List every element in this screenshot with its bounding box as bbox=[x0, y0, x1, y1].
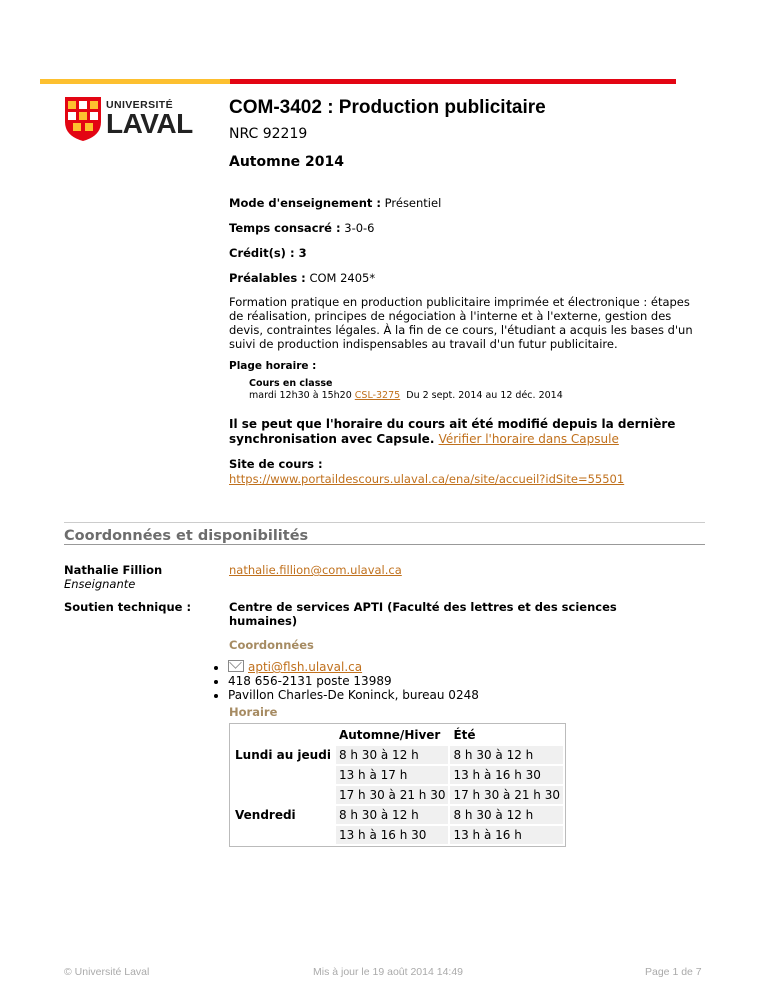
teacher-email-row bbox=[229, 563, 402, 577]
section-underline bbox=[64, 544, 705, 545]
table-row bbox=[232, 806, 563, 824]
logo-universite: UNIVERSITÉ bbox=[106, 99, 174, 111]
support-label: Soutien technique : bbox=[64, 600, 192, 614]
schedule-time: mardi 12h30 à 15h20 bbox=[249, 390, 352, 401]
contact-address-item: • Pavillon Charles-De Koninck, bureau 0248 bbox=[228, 688, 479, 702]
course-site-link[interactable]: https://www.portaildescours.ulaval.ca/ena/site/accueil?idSite=55501 bbox=[229, 472, 625, 486]
mode-value: Présentiel bbox=[384, 196, 442, 210]
site-url-row bbox=[229, 472, 699, 486]
table-cell: 8 h 30 à 12 h bbox=[336, 806, 449, 824]
table-day-cell bbox=[232, 826, 334, 844]
accent-bar-red bbox=[230, 79, 676, 84]
table-row bbox=[232, 766, 563, 784]
support-name: Centre de services APTI (Faculté des lettres et des sciences humaines) bbox=[229, 600, 617, 628]
table-day-cell: Lundi au jeudi bbox=[235, 748, 331, 762]
table-cell: 13 h à 16 h bbox=[450, 826, 563, 844]
contact-list bbox=[214, 660, 479, 702]
schedule-type: Cours en classe bbox=[249, 378, 333, 389]
schedule-dates: Du 2 sept. 2014 au 12 déc. 2014 bbox=[406, 390, 563, 401]
universite-laval-logo bbox=[64, 96, 193, 144]
table-header-cell: Été bbox=[453, 728, 476, 742]
table-cell: 13 h à 17 h bbox=[336, 766, 449, 784]
room-link[interactable]: CSL-3275 bbox=[354, 390, 401, 401]
table-cell: 13 h à 16 h 30 bbox=[336, 826, 449, 844]
envelope-icon bbox=[228, 660, 244, 672]
schedule-warning bbox=[229, 417, 699, 447]
table-header-cell bbox=[232, 726, 334, 744]
mode-label: Mode d'enseignement : bbox=[229, 196, 381, 210]
course-description: Formation pratique en production publicitaire imprimée et électronique : étapes de réalisation, principes de négociation à l'interne et à l'externe, gestion des devis, contraintes légales. À la fin de ce cours, l'étudiant a acquis les bases d'un suivi de production indispensables au travail d'un futur publicitaire. bbox=[229, 295, 693, 351]
table-header-cell: Automne/Hiver bbox=[338, 728, 441, 742]
logo-laval: LAVAL bbox=[106, 108, 193, 139]
course-season: Automne 2014 bbox=[229, 154, 345, 170]
temps-label: Temps consacré : bbox=[229, 221, 341, 235]
section-divider bbox=[64, 522, 705, 523]
table-row bbox=[232, 826, 563, 844]
schedule-line bbox=[249, 390, 699, 402]
contact-phone-item: • 418 656-2131 poste 13989 bbox=[228, 674, 479, 688]
table-day-cell: Vendredi bbox=[235, 808, 296, 822]
credits-value: 3 bbox=[298, 246, 307, 260]
footer-page-number: Page 1 de 7 bbox=[645, 966, 702, 978]
horaire-heading: Horaire bbox=[229, 705, 278, 719]
support-email-link[interactable]: apti@flsh.ulaval.ca bbox=[248, 660, 363, 674]
section-title-coordonnees: Coordonnées et disponibilités bbox=[64, 528, 309, 544]
table-row bbox=[232, 786, 563, 804]
teacher-name: Nathalie Fillion bbox=[64, 563, 163, 577]
accent-bar-yellow bbox=[40, 79, 230, 84]
crest-icon bbox=[64, 96, 102, 142]
course-title: COM-3402 : Production publicitaire bbox=[229, 97, 546, 118]
verify-capsule-link[interactable]: Vérifier l'horaire dans Capsule bbox=[438, 432, 619, 446]
contact-email-item bbox=[228, 660, 479, 674]
footer-updated: Mis à jour le 19 août 2014 14:49 bbox=[313, 966, 464, 978]
warning-text: Il se peut que l'horaire du cours ait été modifié depuis la dernière synchronisation avec Capsule. bbox=[229, 417, 676, 446]
table-row bbox=[232, 746, 563, 764]
teacher-email-link[interactable]: nathalie.fillion@com.ulaval.ca bbox=[229, 563, 402, 577]
table-cell: 8 h 30 à 12 h bbox=[450, 806, 563, 824]
coordonnees-heading: Coordonnées bbox=[229, 638, 314, 652]
schedule-box bbox=[249, 378, 699, 402]
table-cell: 17 h 30 à 21 h 30 bbox=[450, 786, 563, 804]
table-cell: 13 h à 16 h 30 bbox=[450, 766, 563, 784]
course-header bbox=[229, 96, 699, 486]
site-label: Site de cours : bbox=[229, 457, 323, 471]
table-cell: 17 h 30 à 21 h 30 bbox=[336, 786, 449, 804]
table-day-cell bbox=[232, 786, 334, 804]
prereq-field bbox=[229, 271, 699, 285]
prereq-value: COM 2405* bbox=[309, 271, 376, 285]
credits-label: Crédit(s) : bbox=[229, 246, 295, 260]
hours-table bbox=[229, 723, 566, 847]
temps-field bbox=[229, 221, 699, 235]
mode-field bbox=[229, 196, 699, 210]
table-cell: 8 h 30 à 12 h bbox=[336, 746, 449, 764]
table-day-cell bbox=[232, 766, 334, 784]
prereq-label: Préalables : bbox=[229, 271, 306, 285]
course-nrc: NRC 92219 bbox=[229, 126, 308, 142]
schedule-label: Plage horaire : bbox=[229, 360, 317, 372]
table-cell: 8 h 30 à 12 h bbox=[450, 746, 563, 764]
footer-copyright: © Université Laval bbox=[64, 966, 150, 978]
credits-field bbox=[229, 246, 699, 260]
temps-value: 3-0-6 bbox=[344, 221, 375, 235]
table-header-row bbox=[232, 726, 563, 744]
teacher-role: Enseignante bbox=[64, 577, 136, 591]
